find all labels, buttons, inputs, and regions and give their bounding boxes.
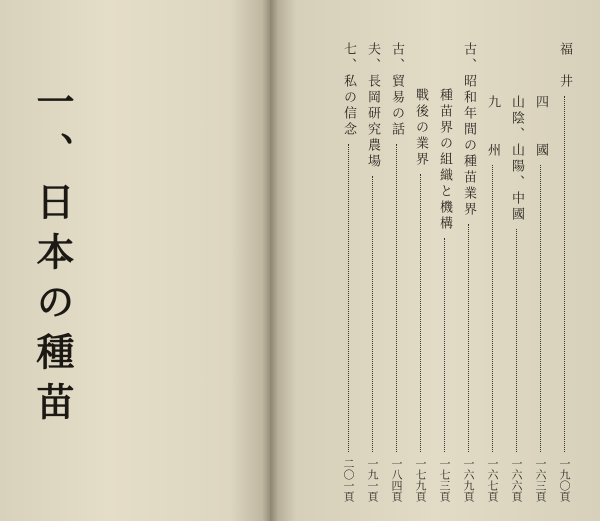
- toc-entry: [390, 42, 403, 502]
- toc-entry-page: 一九〇頁: [558, 458, 571, 502]
- chapter-title: 一、日本の種苗: [30, 82, 75, 432]
- toc-entry-page: 一六六頁: [510, 458, 523, 502]
- toc-entry: [366, 42, 379, 502]
- toc-entry-title: 古、昭和年間の種苗業界: [461, 42, 476, 218]
- toc-entry-title: 夫、長岡研究農場: [365, 42, 380, 170]
- leader-dots: [492, 165, 493, 452]
- leader-dots: [372, 176, 373, 452]
- leader-dots: [396, 144, 397, 452]
- toc-entry: [510, 95, 523, 502]
- toc-entry: [342, 42, 355, 502]
- toc-entry-page: 一六七頁: [486, 458, 499, 502]
- book-gutter: [262, 0, 278, 521]
- toc-entry-title: 種苗界の組織と機構: [437, 88, 452, 232]
- toc-entry: [414, 88, 427, 502]
- leader-dots: [420, 174, 421, 452]
- toc-entry-page: 一九一頁: [366, 458, 379, 502]
- toc-entry-page: 一八四頁: [390, 458, 403, 502]
- toc-entry-page: 一六九頁: [462, 458, 475, 502]
- toc-entry-title: 福 井: [557, 42, 572, 90]
- leader-dots: [564, 96, 565, 452]
- leader-dots: [540, 165, 541, 452]
- toc-entry-title: 戰後の業界: [413, 88, 428, 168]
- toc-entry-title: 山陰、山陽、中國: [509, 95, 524, 223]
- toc-entry-page: 一七三頁: [438, 458, 451, 502]
- toc-entry-page: 一六三頁: [534, 458, 547, 502]
- toc-entry: [558, 42, 571, 502]
- toc-entry: [462, 42, 475, 502]
- leader-dots: [516, 229, 517, 452]
- leader-dots: [444, 238, 445, 452]
- toc-entry: [438, 88, 451, 502]
- toc-entry-title: 四 國: [533, 95, 548, 159]
- toc-entry-title: 古、貿易の話: [389, 42, 404, 138]
- right-page: [270, 0, 600, 521]
- leader-dots: [348, 144, 349, 452]
- toc-entry-page: 二〇一頁: [342, 458, 355, 502]
- toc-entry: [486, 95, 499, 502]
- toc-entry-page: 一七九頁: [414, 458, 427, 502]
- leader-dots: [468, 224, 469, 452]
- toc-entry: [534, 95, 547, 502]
- toc-entry-title: 七、私の信念: [341, 42, 356, 138]
- left-page: [0, 0, 270, 521]
- toc-entry-title: 九 州: [485, 95, 500, 159]
